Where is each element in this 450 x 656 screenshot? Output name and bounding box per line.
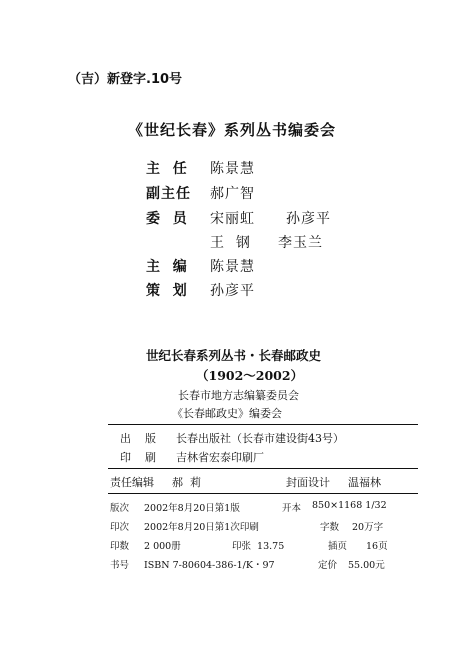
name-chief-editor: 陈景慧 [210, 259, 255, 275]
role-deputy-director: 副主任 [146, 186, 191, 202]
designer-label: 封面设计 [286, 476, 330, 489]
spec-label-isbn: 书号 [110, 560, 130, 571]
name-director: 陈景慧 [210, 161, 255, 177]
editor-value: 郝 莉 [172, 476, 201, 489]
book-title: 世纪长春系列丛书・长春邮政史 [146, 348, 322, 363]
book-years: （1902～2002） [196, 368, 304, 383]
spec-label-plates: 插页 [328, 541, 348, 552]
role-members: 委 员 [146, 211, 188, 227]
name-member-3: 王 钢 [210, 235, 251, 251]
spec-label-printing: 印次 [110, 522, 130, 533]
spec-value-edition: 2002年8月20日第1版 [144, 503, 240, 514]
spec-label-copies: 印数 [110, 541, 130, 552]
spec-value-format: 850×1168 1/32 [312, 500, 387, 511]
designer-value: 温福林 [348, 476, 381, 489]
spec-value-isbn: ISBN 7-80604-386-1/K・97 [144, 560, 275, 571]
committee-title: 《世纪长春》系列丛书编委会 [128, 121, 337, 139]
spec-label-edition: 版次 [110, 503, 130, 514]
registration-number: （吉）新登字.10号 [68, 72, 183, 87]
divider-bottom [108, 493, 418, 494]
compiler-2: 《长春邮政史》编委会 [172, 407, 282, 420]
spec-sheets: 印张 13.75 [232, 541, 285, 552]
spec-value-price: 55.00元 [348, 560, 385, 571]
spec-value-plates: 16页 [366, 541, 388, 552]
printer-value: 吉林省宏泰印刷厂 [176, 451, 264, 464]
role-planner: 策 划 [146, 283, 188, 299]
publisher-value: 长春出版社（长春市建设街43号） [176, 432, 344, 445]
compiler-1: 长春市地方志编纂委员会 [178, 389, 299, 402]
spec-value-printing: 2002年8月20日第1次印刷 [144, 522, 259, 533]
name-planner: 孙彦平 [210, 283, 255, 299]
spec-value-copies: 2 000册 [144, 541, 181, 552]
role-chief-editor: 主 编 [146, 259, 188, 275]
divider-top [108, 424, 418, 425]
spec-value-wordcount: 20万字 [352, 522, 384, 533]
name-deputy-director: 郝广智 [210, 186, 255, 202]
spec-label-price: 定价 [318, 560, 338, 571]
role-director: 主 任 [146, 161, 188, 177]
spec-label-format: 开本 [282, 503, 302, 514]
name-member-4: 李玉兰 [278, 235, 323, 251]
name-member-2: 孙彦平 [286, 211, 331, 227]
publisher-label: 出 版 [120, 432, 156, 445]
printer-label: 印 刷 [120, 451, 156, 464]
editor-label: 责任编辑 [110, 476, 154, 489]
name-member-1: 宋丽虹 [210, 211, 255, 227]
spec-label-wordcount: 字数 [320, 522, 340, 533]
divider-middle [108, 468, 418, 469]
